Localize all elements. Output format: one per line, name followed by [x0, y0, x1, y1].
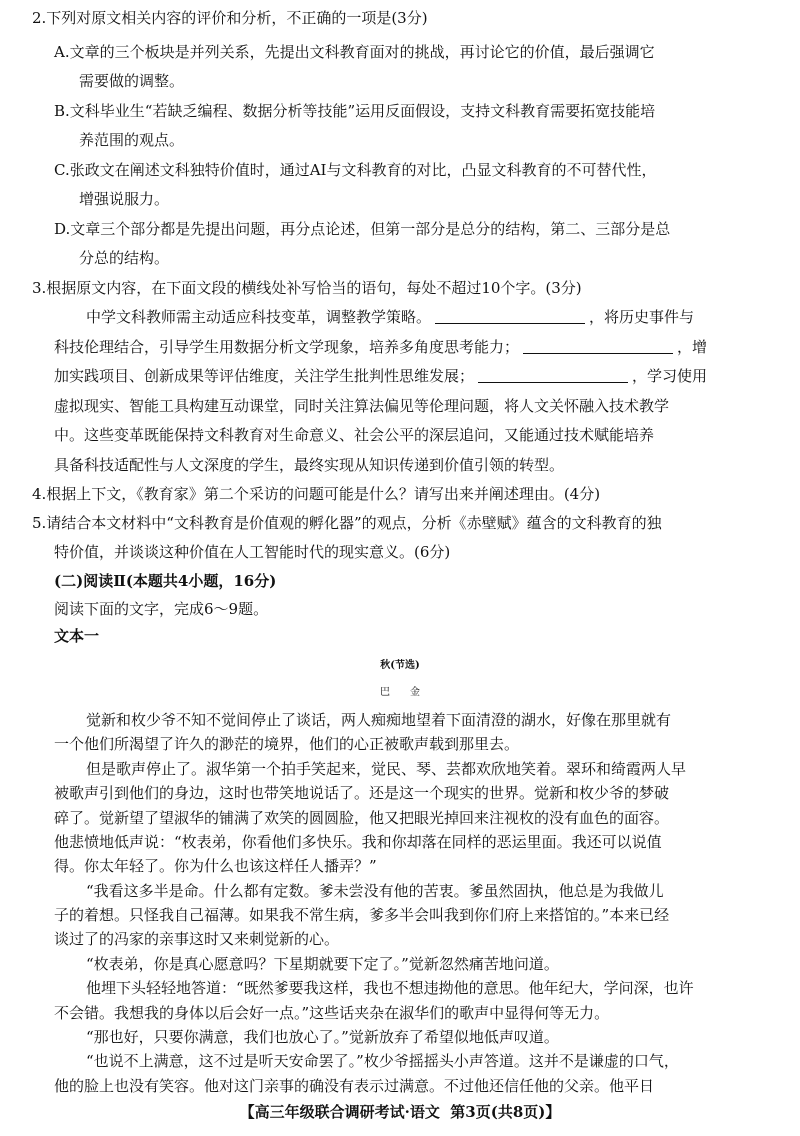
question-4-stem: 4.根据上下文，《教育家》第二个采访的问题可能是什么？请写出来并阐述理由。(4分) [32, 485, 601, 503]
q3-passage-line6 [0, 450, 800, 480]
option-d-cont [0, 243, 800, 273]
option-a-cont [0, 66, 800, 96]
q3-passage-line3 [0, 361, 800, 391]
story-author-row [0, 678, 800, 708]
story-text: 他埋下头轻轻地答道：“既然爹要我这样，我也不想违拗他的意思。他年纪大，学问深，也许 [86, 979, 694, 998]
section-heading [0, 566, 800, 596]
story-line [0, 757, 800, 781]
question-3 [0, 273, 800, 303]
option-a-line2: 需要做的调整。 [79, 72, 185, 90]
story-author: 巴金 [380, 687, 440, 698]
question-4 [0, 479, 800, 509]
story-line [0, 806, 800, 830]
footer-exam-name: 【高三年级联合调研考试·语文 [239, 1103, 440, 1121]
story-text: 觉新和枚少爷不知不觉间停止了谈话，两人痴痴地望着下面清澄的湖水，好像在那里就有 [86, 711, 672, 729]
q3-text: ，增 [677, 338, 708, 356]
q3-text: ，学习使用 [632, 367, 708, 385]
story-text: 一个他们所渴望了许久的渺茫的境界，他们的心正被歌声载到那里去。 [54, 735, 520, 754]
story-title-row [0, 651, 800, 681]
fill-blank-2[interactable] [523, 335, 673, 354]
q3-text: 加实践项目、创新成果等评估维度，关注学生批判性思维发展； [54, 367, 475, 385]
option-c-cont [0, 184, 800, 214]
story-text: “那也好，只要你满意，我们也放心了。”觉新放弃了希望似地低声叹道。 [86, 1027, 559, 1046]
section-2-heading: (二)阅读Ⅱ(本题共4小题，16分) [54, 572, 277, 590]
q3-text: 具备科技适配性与人文深度的学生，最终实现从知识传递到价值引领的转型。 [54, 456, 565, 474]
q3-text: 中学文科教师需主动适应科技变革，调整教学策略。 [86, 308, 432, 326]
story-line [0, 781, 800, 805]
question-2 [0, 3, 800, 33]
story-line [0, 830, 800, 854]
story-text: 得。你太年轻了。你为什么也该这样任人播弄？” [54, 857, 377, 876]
q3-text: 科技伦理结合，引导学生用数据分析文学现象，培养多角度思考能力； [54, 338, 520, 356]
story-title: 秋(节选) [380, 660, 420, 671]
story-text: “我看这多半是命。什么都有定数。爹未尝没有他的苦衷。爹虽然固执，他总是为我做儿 [86, 881, 664, 900]
option-a-line1: A.文章的三个板块是并列关系，先提出文科教育面对的挑战，再讨论它的价值，最后强调它 [54, 43, 655, 61]
story-line [0, 952, 800, 976]
story-line [0, 708, 800, 732]
q3-passage-line2 [0, 332, 800, 362]
option-b-cont [0, 125, 800, 155]
story-text: 但是歌声停止了。淑华第一个拍手笑起来，觉民、琴、芸都欢欣地笑着。翠环和绮霞两人早 [86, 759, 687, 778]
story-line [0, 927, 800, 951]
story-text: 谈过了的冯家的亲事这时又来刺觉新的心。 [54, 930, 340, 949]
story-line [0, 903, 800, 927]
fill-blank-3[interactable] [478, 364, 628, 383]
q3-text: 虚拟现实、智能工具构建互动课堂，同时关注算法偏见等伦理问题，将人文关怀融入技术教学 [54, 397, 670, 415]
question-2-stem: 2.下列对原文相关内容的评价和分析，不正确的一项是(3分) [32, 9, 428, 27]
story-line [0, 1025, 800, 1049]
question-5-cont [0, 537, 800, 567]
page-footer [0, 1101, 800, 1122]
option-b-line2: 养范围的观点。 [79, 131, 185, 149]
fill-blank-1[interactable] [435, 305, 585, 324]
q3-passage-line5 [0, 420, 800, 450]
option-c-line1: C.张政文在阐述文科独特价值时，通过AI与文科教育的对比，凸显文科教育的不可替代性， [54, 161, 657, 179]
section-2-instruction: 阅读下面的文字，完成6～9题。 [54, 600, 269, 618]
story-line [0, 1049, 800, 1073]
text-one-label: 文本一 [54, 627, 100, 645]
option-d-line2: 分总的结构。 [79, 249, 170, 267]
q3-text: ，将历史事件与 [589, 308, 695, 326]
q3-text: 中。这些变革既能保持文科教育对生命意义、社会公平的深层追问，又能通过技术赋能培养 [54, 426, 655, 444]
story-line [0, 1001, 800, 1025]
text-label-row [0, 621, 800, 651]
story-text: 碎了。觉新望了望淑华的铺满了欢笑的圆圆脸，他又把眼光掉回来注视枚的没有血色的面容。 [54, 808, 670, 827]
question-3-stem: 3.根据原文内容，在下面文段的横线处补写恰当的语句，每处不超过10个字。(3分) [32, 279, 582, 297]
option-d [0, 214, 800, 244]
story-line [0, 1074, 800, 1098]
question-5 [0, 508, 800, 538]
story-text: 不会错。我想我的身体以后会好一点。”这些话夹杂在淑华们的歌声中显得何等无力。 [54, 1003, 610, 1022]
story-text: 子的着想。只怪我自己福薄。如果我不常生病，爹多半会叫我到你们府上来搭馆的。”本来已经 [54, 906, 670, 924]
story-text: 他悲愤地低声说：“枚表弟，你看他们多快乐。我和你却落在同样的恶运里面。我还可以说值 [54, 832, 662, 851]
option-c [0, 155, 800, 185]
option-d-line1: D.文章三个部分都是先提出问题，再分点论述，但第一部分是总分的结构，第二、三部分是总 [54, 220, 671, 238]
story-line [0, 854, 800, 878]
q3-passage-line4 [0, 391, 800, 421]
section-instruction-row [0, 594, 800, 624]
story-text: “也说不上满意，这不过是听天安命罢了。”枚少爷摇摇头小声答道。这并不是谦虚的口气， [86, 1052, 679, 1071]
question-5-line2: 特价值，并谈谈这种价值在人工智能时代的现实意义。(6分) [54, 543, 451, 561]
story-text: 被歌声引到他们的身边，这时也带笑地说话了。还是这一个现实的世界。觉新和枚少爷的梦破 [54, 784, 670, 803]
question-5-line1: 5.请结合本文材料中“文科教育是价值观的孵化器”的观点，分析《赤壁赋》蕴含的文科教育的独 [32, 514, 662, 532]
story-line [0, 976, 800, 1000]
story-text: “枚表弟，你是真心愿意吗？下星期就要下定了。”觉新忽然痛苦地问道。 [86, 954, 559, 973]
option-a [0, 37, 800, 67]
story-line [0, 879, 800, 903]
option-b-line1: B.文科毕业生“若缺乏编程、数据分析等技能”运用反面假设，支持文科教育需要拓宽技能培 [54, 102, 656, 120]
footer-page-number: 第3页(共8页)】 [450, 1103, 561, 1121]
story-line [0, 732, 800, 756]
option-b [0, 96, 800, 126]
q3-passage-line1 [0, 302, 800, 332]
story-text: 他的脸上也没有笑容。他对这门亲事的确没有表示过满意。不过他还信任他的父亲。他平日 [54, 1076, 655, 1095]
option-c-line2: 增强说服力。 [79, 190, 170, 208]
